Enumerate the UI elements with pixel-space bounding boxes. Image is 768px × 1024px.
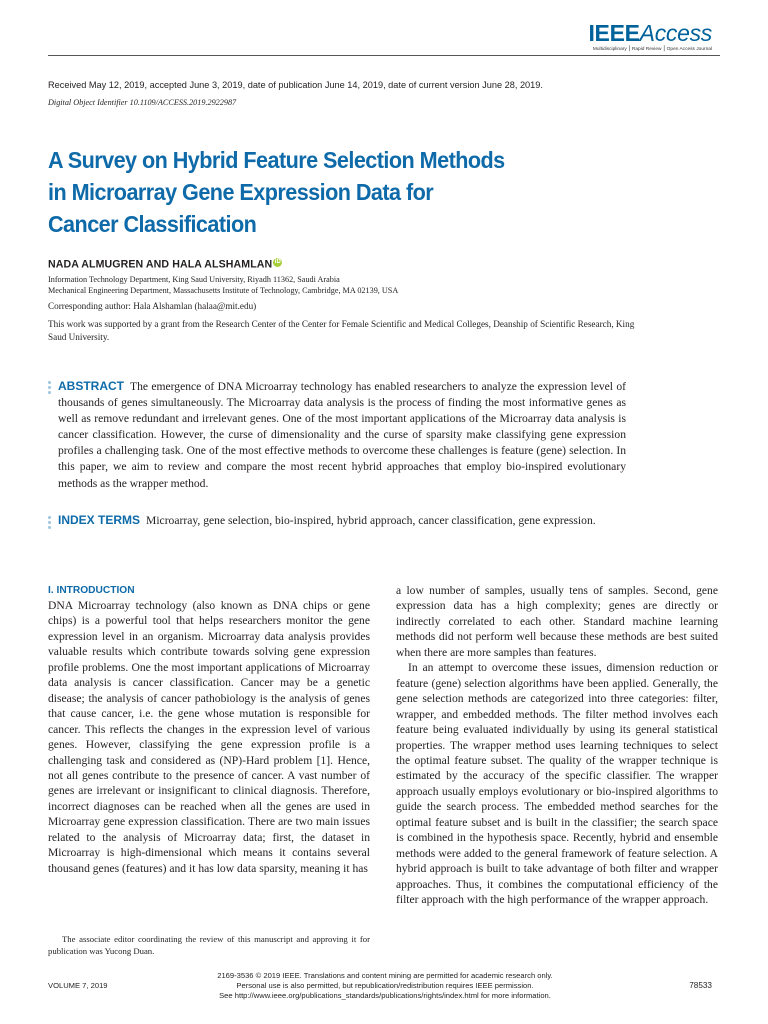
journal-brand: IEEE (588, 20, 640, 46)
title-line: in Microarray Gene Expression Data for (48, 179, 434, 205)
intro-paragraph: DNA Microarray technology (also known as DNA chips or gene chips) is a powerful tool that helps researchers monitor the gene expression level in an organism. Microarray data analysis provides valuable results which contribute towards solving gene expression profile problems. One the most important applications of Microarray data analysis is cancer classification. Cancer may be a genetic disease; the analysis of cancer pathobiology is the analysis of genes that cause cancer, i.e. the gene whose mutation is responsible for cancer. This reflects the changes in the expression level of various genes. However, classifying the gene expression profile is a challenging task and considered as (NP)-Hard problem [1]. Hence, not all genes contribute to the presence of cancer. A vast number of genes are irrelevant or insignificant to clinical diagnosis. Therefore, incorrect diagnoses can be reached when all the genes are used in Microarray gene expression classification. There are two main issues related to the analysis of Microarray data; first, the dataset in Microarray is high-dimensional which means it contains several thousand genes (features) and it has low data sparsity, meaning it has (48, 599, 370, 875)
index-terms (58, 512, 626, 529)
author-names: NADA ALMUGREN AND HALA ALSHAMLAN (48, 258, 273, 271)
abstract-marker-icon (48, 381, 52, 396)
title-line: A Survey on Hybrid Feature Selection Methods (48, 147, 505, 173)
intro-paragraph: In an attempt to overcome these issues, dimension reduction or feature (gene) selection algorithms have been applied. Generally, the gene selection methods are categorized into three categories: filter, wrapper, and embedded methods. The filter method involves each feature being evaluated individually by using its general statistical properties. The wrapper method uses learning techniques to select the optimal feature subset. The quality of the wrapper technique is estimated by the accuracy of the specific classifier. The wrapper approach usually employs evolutionary or bio-inspired algorithms to guide the search process. The embedded method searches for the optimal feature subset and is built in the classifier; the search space is combined in the hypothesis space. Recently, hybrid and ensemble methods were added to the general framework of feature selection. A hybrid approach is built to take advantage of both filter and wrapper approaches. Thus, it combines the computational efficiency of the filter approach with the high performance of the wrapper approach. (396, 661, 718, 907)
abstract-text: The emergence of DNA Microarray technology has enabled researchers to analyze the expression level of thousands of genes simultaneously. The Microarray data analysis is the process of finding the most informative genes as well as remove redundant and irrelevant genes. One of the most important applications of the Microarray data analysis is cancer classification. However, the curse of dimensionality and the curse of sparsity make classifying gene expression profiles a challenging task. One of the most effective methods to overcome these challenges is feature (gene) selection. In this paper, we aim to review and compare the most recent hybrid approaches that employ bio-inspired evolutionary methods as the wrapper method. (58, 380, 626, 490)
title-line: Cancer Classification (48, 211, 257, 237)
volume: VOLUME 7, 2019 (48, 981, 108, 990)
left-column (48, 583, 370, 876)
journal-tagline: Multidisciplinary ⎮ Rapid Review ⎮ Open Access Journal (592, 47, 712, 52)
orcid-icon[interactable]: iD (274, 259, 281, 265)
authors (48, 258, 282, 271)
section-heading: I. INTRODUCTION (48, 585, 135, 596)
license-line[interactable]: See http://www.ieee.org/publications_standards/publications/rights/index.html for more information. (219, 990, 551, 1000)
license-notice (190, 971, 580, 1000)
corresponding-author: Corresponding author: Hala Alshamlan (halaa@mit.edu) (48, 301, 257, 311)
affiliation: Mechanical Engineering Department, Massachusetts Institute of Technology, Cambridge, MA 02139, USA (48, 286, 399, 295)
index-terms-text: Microarray, gene selection, bio-inspired, hybrid approach, cancer classification, gene expression. (146, 514, 596, 527)
right-column (396, 583, 718, 908)
license-line: 2169-3536 © 2019 IEEE. Translations and content mining are permitted for academic research only. (217, 971, 553, 980)
doi: Digital Object Identifier 10.1109/ACCESS.2019.2922987 (48, 98, 237, 107)
page-number: 78533 (689, 981, 712, 990)
paper-title (48, 144, 563, 240)
index-terms-label: INDEX TERMS (58, 513, 141, 527)
intro-paragraph: a low number of samples, usually tens of samples. Second, gene expression data has a high complexity; genes are directly or indirectly correlated to each other. Standard machine learning methods did not perform well because these methods are best suited when there are more samples than features. (396, 584, 718, 659)
affiliation: Information Technology Department, King Saud University, Riyadh 11362, Saudi Arabia (48, 275, 340, 284)
journal-brand-suffix: Access (639, 20, 712, 46)
funding-statement: This work was supported by a grant from the Research Center of the Center for Female Scientific and Medical Colleges, Deanship of Scientific Research, King Saud University. (48, 319, 635, 342)
editor-footnote: The associate editor coordinating the review of this manuscript and approving it for publication was Yucong Duan. (48, 934, 370, 957)
license-line: Personal use is also permitted, but republication/redistribution requires IEEE permission. (236, 980, 534, 990)
abstract (58, 378, 626, 492)
index-terms-marker-icon (48, 516, 52, 531)
journal-logo (588, 20, 712, 52)
header-rule (48, 55, 720, 56)
journal-wordmark (588, 20, 712, 46)
abstract-label: ABSTRACT (58, 379, 124, 393)
received-dates: Received May 12, 2019, accepted June 3, 2019, date of publication June 14, 2019, date of current version June 28, 2019. (48, 80, 543, 90)
